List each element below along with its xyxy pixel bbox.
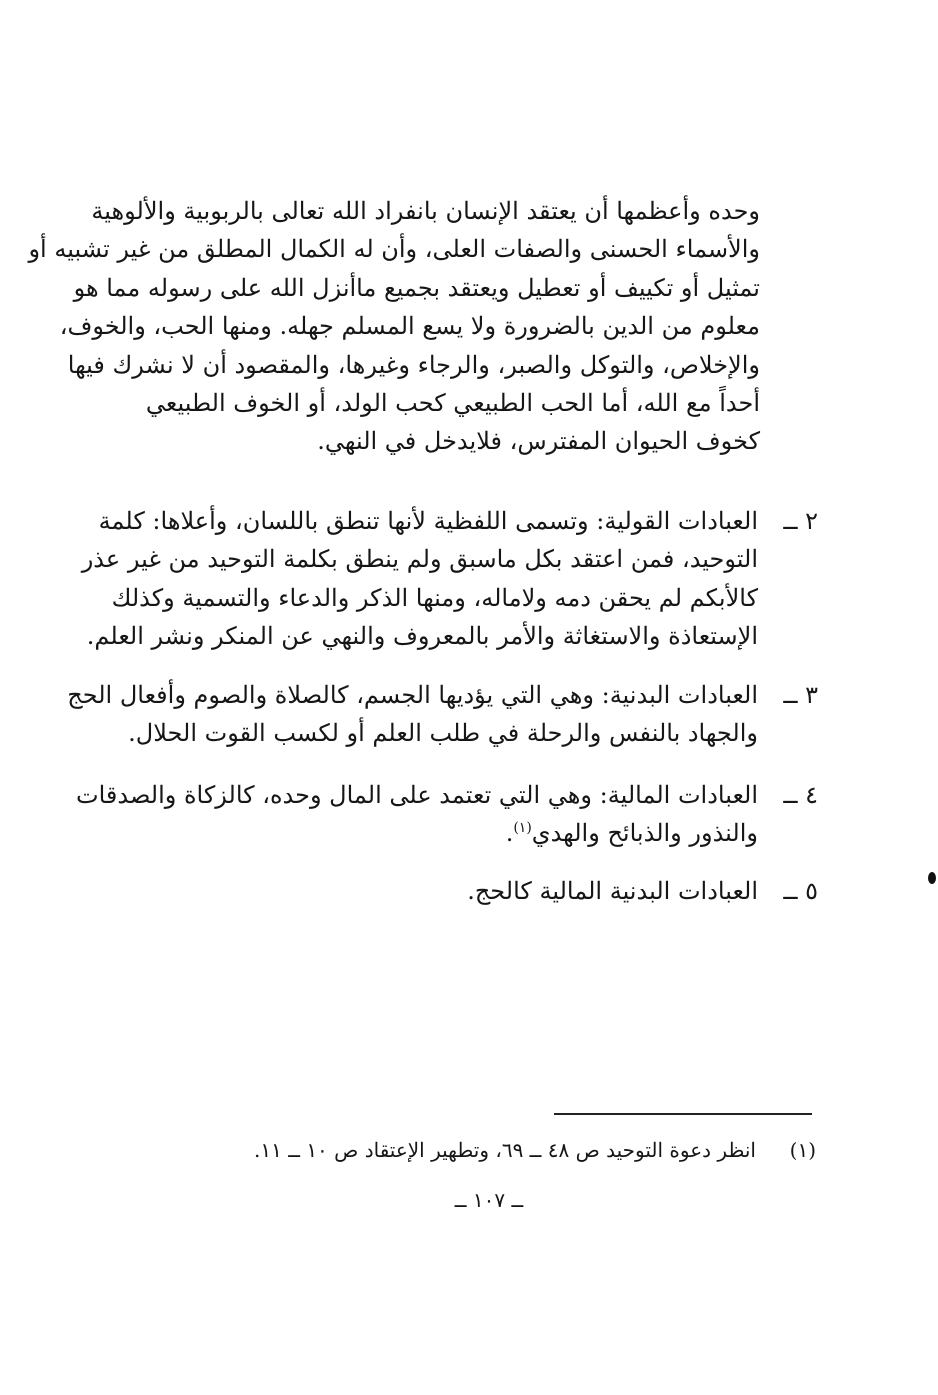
intro-line: والإخلاص، والتوكل والصبر، والرجاء وغيرها، والمقصود أن لا نشرك فيها [67, 350, 760, 379]
list-item-financial-worship [75, 776, 818, 853]
item-number: ٥ ــ [783, 877, 818, 905]
intro-line: وحده وأعظمها أن يعتقد الإنسان بانفراد الله تعالى بالربوبية والألوهية [91, 197, 760, 225]
item-text [166, 872, 758, 910]
item-line: التوحيد، فمن اعتقد بكل ماسبق ولم ينطق بكلمة التوحيد من غير عذر [81, 545, 758, 574]
item-text [75, 776, 758, 853]
intro-line: تمثيل أو تكييف أو تعطيل ويعتقد بجميع ماأنزل الله على رسوله مما هو [73, 273, 760, 302]
intro-paragraph [28, 192, 760, 461]
page-number: ــ ١٠٧ ــ [454, 1188, 524, 1212]
item-line-text: والنذور والذبائح والهدي [531, 819, 758, 848]
item-text [67, 676, 758, 753]
scan-margin-mark [928, 872, 936, 884]
item-text [81, 502, 758, 656]
item-line: العبادات البدنية المالية كالحج. [467, 877, 758, 905]
item-line: كالأبكم لم يحقن دمه ولاماله، ومنها الذكر والدعاء والتسمية وكذلك [111, 583, 758, 612]
footnote [166, 1133, 816, 1167]
intro-line: أحداً مع الله، أما الحب الطبيعي كحب الولد، أو الخوف الطبيعي [145, 389, 760, 418]
item-number: ٢ ــ [783, 507, 818, 535]
item-number: ٣ ــ [783, 681, 818, 709]
list-item-physical-financial-worship [166, 872, 818, 910]
intro-line: والأسماء الحسنى والصفات العلى، وأن له الكمال المطلق من غير تشبيه أو [28, 235, 760, 264]
intro-line: معلوم من الدين بالضرورة ولا يسع المسلم جهله. ومنها الحب، والخوف، [59, 312, 760, 341]
item-line: العبادات القولية: وتسمى اللفظية لأنها تنطق باللسان، وأعلاها: كلمة [98, 507, 758, 535]
item-line-tail: . [505, 819, 514, 848]
item-number: ٤ ــ [783, 781, 818, 809]
item-line: والجهاد بالنفس والرحلة في طلب العلم أو لكسب القوت الحلال. [128, 719, 758, 748]
intro-line: كخوف الحيوان المفترس، فلايدخل في النهي. [317, 427, 760, 456]
list-item-physical-worship [67, 676, 818, 753]
footnote-text: انظر دعوة التوحيد ص ٤٨ ــ ٦٩، وتطهير الإعتقاد ص ١٠ ــ ١١. [254, 1138, 756, 1162]
footnote-reference[interactable]: (١) [513, 820, 532, 837]
item-line: الإستعاذة والاستغاثة والأمر بالمعروف والنهي عن المنكر ونشر العلم. [86, 622, 758, 651]
item-line: العبادات المالية: وهي التي تعتمد على المال وحده، كالزكاة والصدقات [75, 781, 758, 809]
item-line: العبادات البدنية: وهي التي يؤديها الجسم، كالصلاة والصوم وأفعال الحج [67, 681, 758, 709]
footnote-separator [554, 1113, 812, 1115]
footnote-mark: (١) [789, 1138, 816, 1162]
item-line-with-footnote [166, 814, 758, 852]
list-item-verbal-worship [81, 502, 818, 656]
